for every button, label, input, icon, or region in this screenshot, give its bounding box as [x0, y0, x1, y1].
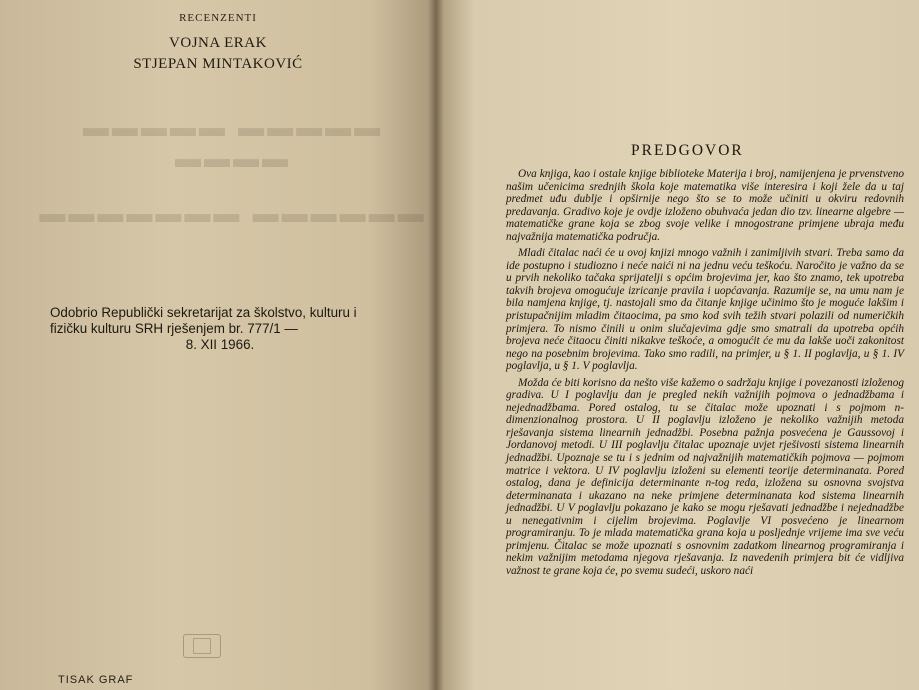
preface-paragraph: Mladi čitalac naći će u ovoj knjizi mnogo važnih i zanimljivih stvari. Treba samo da ide postupno i studiozno i neće naići ni na jednu veću teškoću. Naročito je važno da se u prvih nekoliko tačaka sprijatelji s općim brojevima jer, kao što znamo, tek upotreba takvih brojeva omogućuje izricanje pravila i uopćavanja. Razumije se, na umu nam je bila namjena knjige, tj. nastojali smo da čitanje knjige učinimo što je moguće lakšim i pristupačnijim mladim čitaocima, pa smo kod svih težih stvari polazili od numeričkih primjera. To nismo činili u onim slučajevima gdje smo smatrali da upotreba općih brojeva neće čitaocu činiti nikakve teškoće, a omogućit će mu da lakše uoči zakonitost nego na posebnim brojevima. Tako smo radili, na primjer, u § 1. II poglavlja, u § 1. IV poglavlja, u § 1. V poglavlja.: [506, 247, 904, 373]
approval-text: Odobrio Republički sekretarijat za školstvo, kulturu i fizičku kulturu SRH rješenjem br. 777/1 —: [50, 305, 357, 336]
preface-paragraph: Možda će biti korisno da nešto više kažemo o sadržaju knjige i povezanosti izloženog gradiva. U I poglavlju dan je pregled nekih važnijih pojmova o jednadžbama i nejednadžbama. Pored ostalog, tu se čitalac može upoznati i s pojmom n-dimenzionalnog prostora. U II poglavlju izloženo je nekoliko važnijih metoda rješavanja sistema linearnih jednadžbi. Posebna pažnja posvećena je Gaussovoj i Jordanovoj metodi. U III poglavlju čitalac upoznaje uvjet rješivosti sistema linearnih jednadžbi. Upoznaje se tu i s jednim od najvažnijih matematičkih pojmova — pojmom matrice i vektora. U IV poglavlju izloženi su elementi teorije determinanata. Pored ostalog, dana je definicija determinante n-tog reda, izložena su osnovna svojstva determinanata i ukazano na neke primjene determinanata kod sistema linearnih jednadžbi. U V poglavlju pokazano je kako se mogu rješavati jednadžbe i nejednadžbe u nenegativnim i cijelim brojevima. Poglavlje VI posvećeno je linearnom programiranju. To je mlada matematička grana koja u posljednje vrijeme ima sve veću primjenu. Čitalac se može upoznati s osnovnim zadatkom linearnog programiranja i nekim važnijim metodama njegova rješavanja. Iz navedenih primjera bit će vidljiva važnost te grane koja će, po svemu sudeći, uskoro naći: [506, 376, 904, 577]
reviewer-name: VOJNA ERAK: [169, 35, 267, 51]
right-page: [436, 0, 919, 690]
printer-mark: [183, 634, 221, 658]
reviewer-name: STJEPAN MINTAKOVIĆ: [133, 56, 303, 72]
left-page: [0, 0, 436, 690]
show-through-text: ▬▬▬▬▬ ▬▬▬▬▬ ▬▬▬▬: [79, 112, 381, 173]
preface-paragraph: Ova knjiga, kao i ostale knjige biblioteke Materija i broj, namijenjena je prvenstveno našim učenicima srednjih škola koje matematika više interesira i koji žele da u taj predmet uđu dublje i opširnije nego što se to može učiniti u okviru redovnih predavanja. Gradivo koje je ovdje izloženo obuhvaća jedan dio tzv. linearne algebre — matematičke grane koja se zbog svoje velike i mnogostrane primjene ubraja među najvažnija matematička područja.: [506, 168, 904, 243]
approval-date: 8. XII 1966.: [185, 337, 255, 352]
printer-line: TISAK GRAF: [58, 674, 134, 686]
approval-notice: [50, 305, 390, 353]
reviewers-label: RECENZENTI: [179, 12, 257, 24]
page-title: PREDGOVOR: [631, 142, 744, 159]
show-through-text: ▬▬▬▬▬▬ ▬▬▬▬▬▬▬: [36, 198, 424, 228]
book-gutter: [428, 0, 444, 690]
preface-text: [506, 168, 904, 582]
